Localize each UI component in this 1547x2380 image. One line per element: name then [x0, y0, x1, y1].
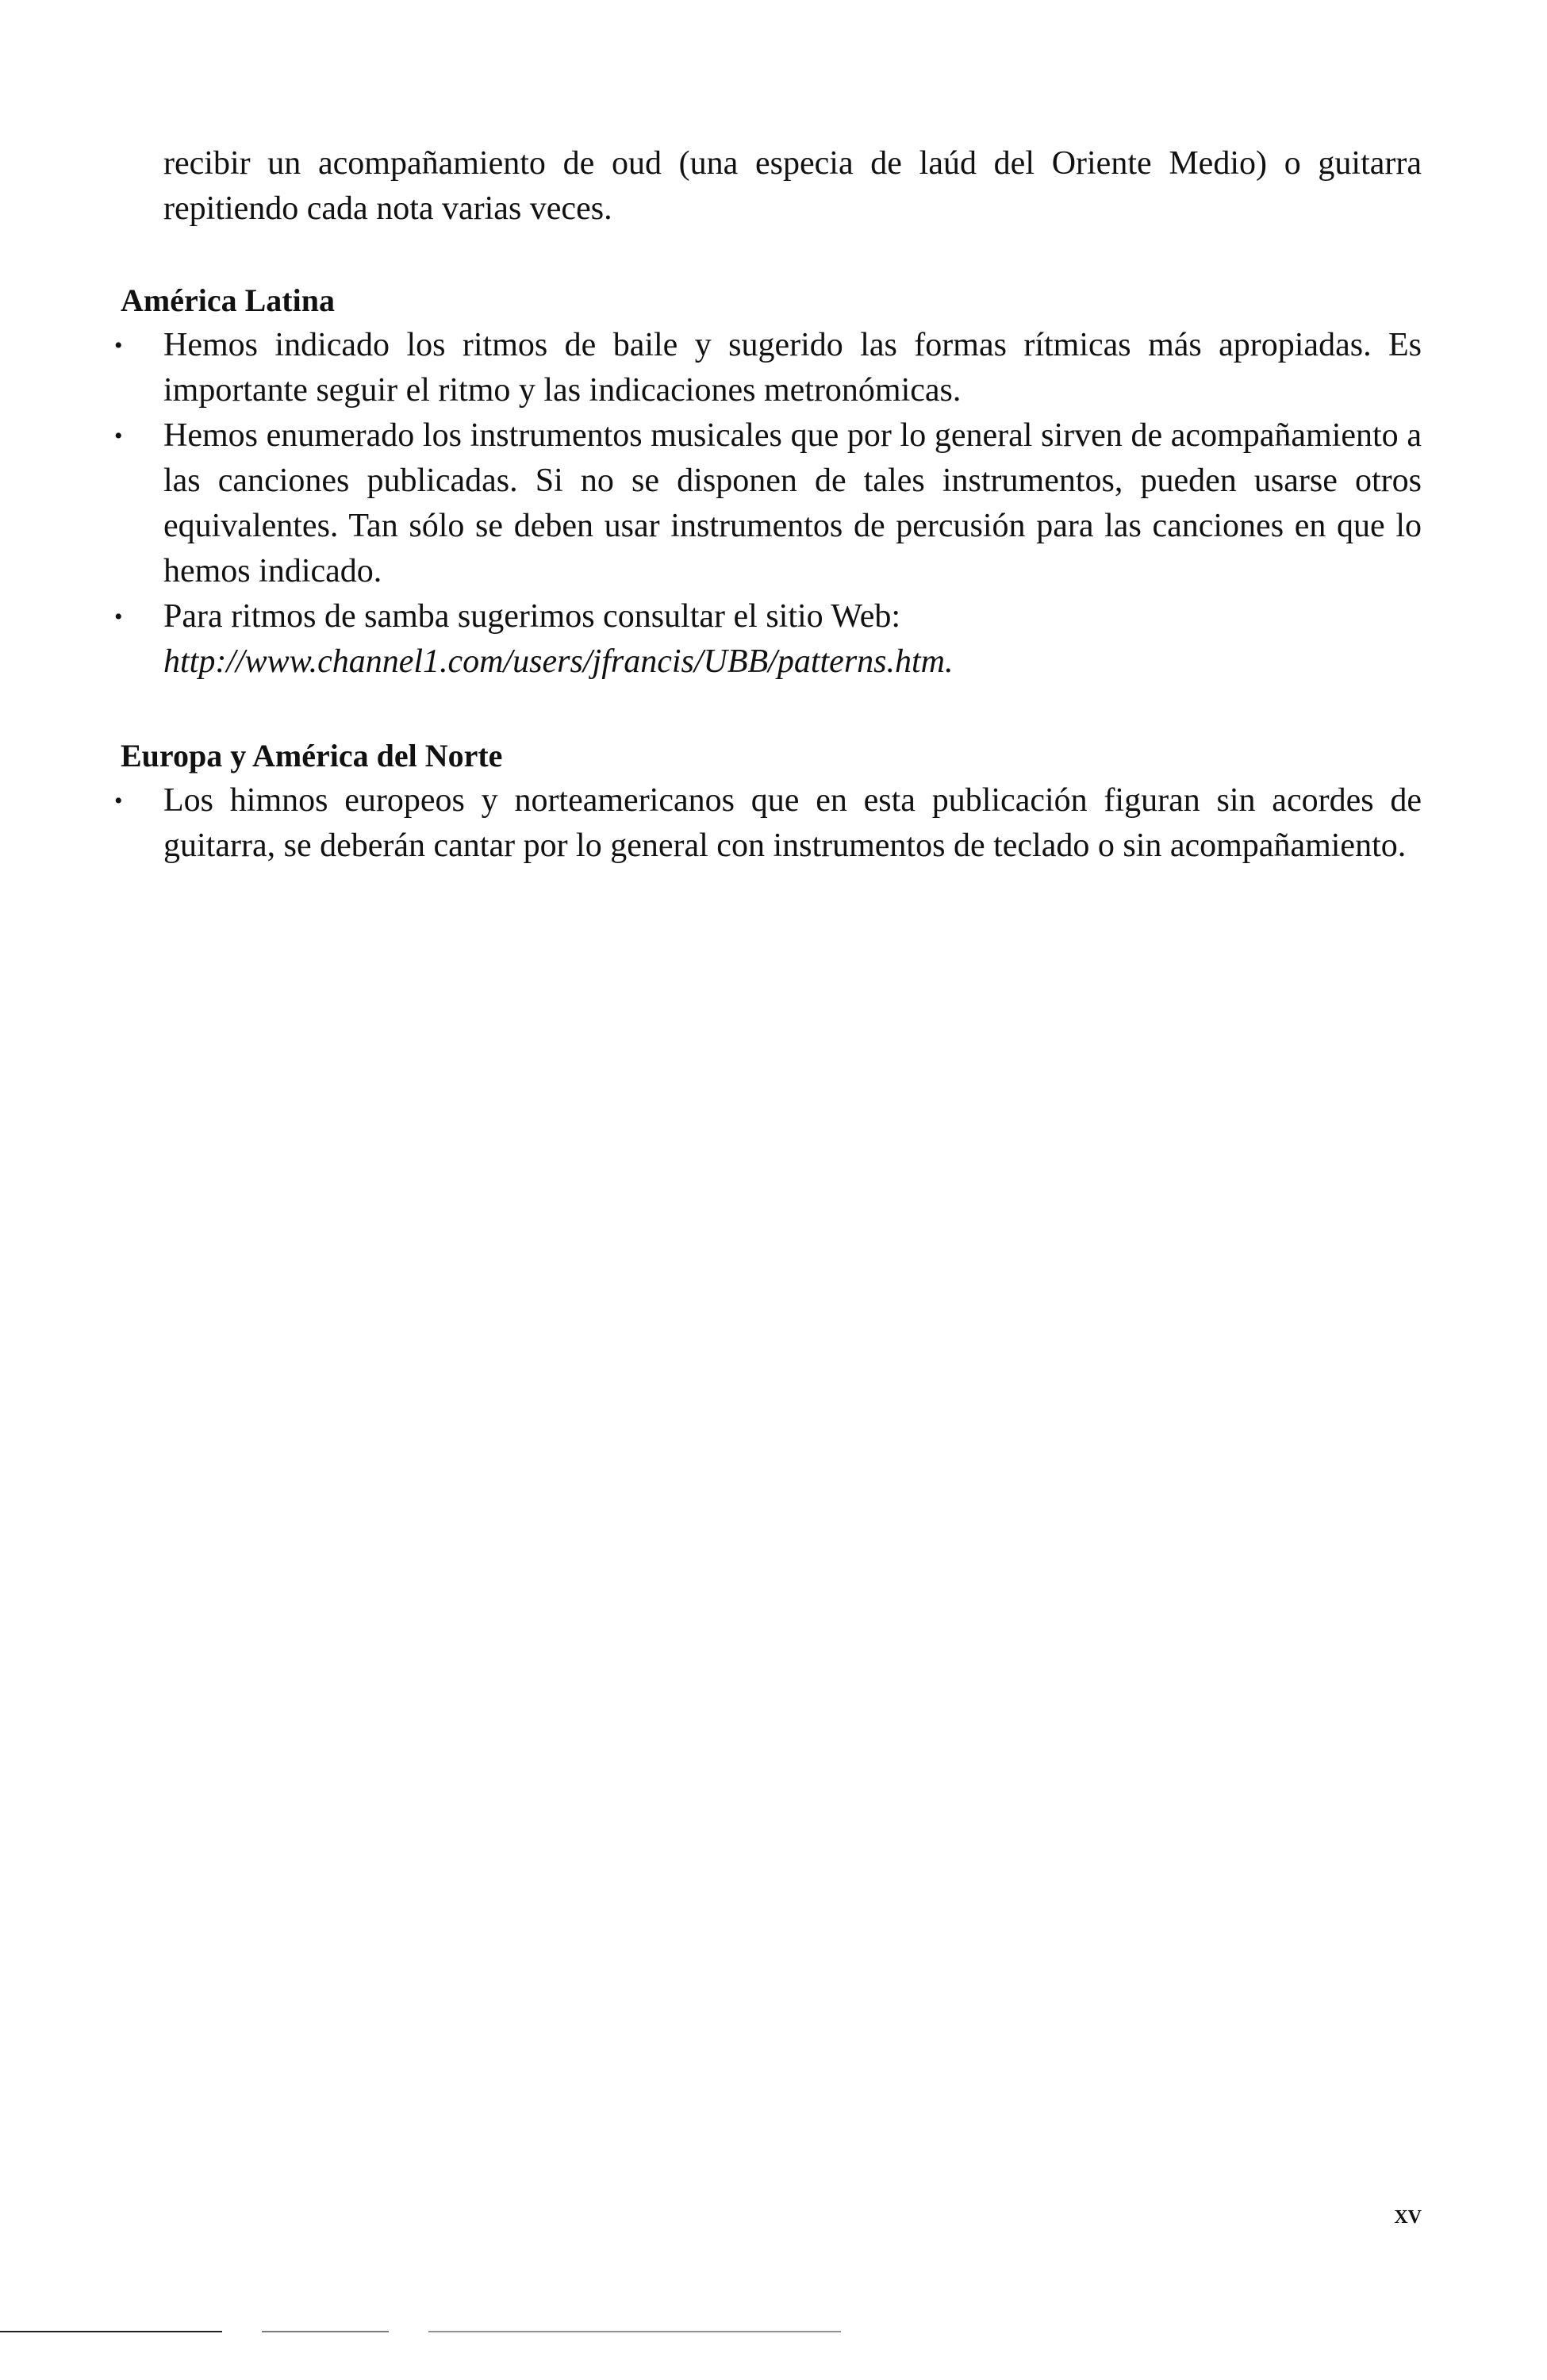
list-item	[163, 413, 1422, 594]
intro-paragraph: recibir un acompañamiento de oud (una especia de laúd del Oriente Medio) o guitarra repitiendo cada nota varias veces.	[163, 145, 1422, 227]
samba-url-link[interactable]: http://www.channel1.com/users/jfrancis/UBB/patterns.htm.	[163, 643, 954, 680]
page-number: xv	[1394, 2200, 1422, 2229]
list-item	[163, 778, 1422, 869]
list-item-text: Hemos indicado los ritmos de baile y sugerido las formas rítmicas más apropiadas. Es importante seguir el ritmo y las indicaciones metronómicas.	[163, 327, 1422, 409]
scan-edge-line	[262, 2331, 389, 2332]
section-heading-europe-north-america: Europa y América del Norte	[121, 738, 503, 774]
europe-north-america-list	[163, 778, 1422, 869]
list-item-text: Para ritmos de samba sugerimos consultar el sitio Web:	[163, 598, 901, 635]
list-item-text: Los himnos europeos y norteamericanos que en esta publicación figuran sin acordes de guitarra, se deberán cantar por lo general con instrumentos de teclado o sin acompañamiento.	[163, 782, 1422, 864]
section-heading-latin-america: América Latina	[121, 282, 335, 318]
list-item-text: Hemos enumerado los instrumentos musicales que por lo general sirven de acompañamiento a las canciones publicadas. Si no se disponen de tales instrumentos, pueden usarse otros equivalentes. Tan sólo se deben usar instrumentos de percusión para las canciones en que lo hemos indicado.	[163, 417, 1422, 589]
latin-america-list	[163, 323, 1422, 685]
scan-edge-line	[428, 2331, 841, 2332]
scan-edge-line	[0, 2331, 222, 2332]
list-item	[163, 594, 1422, 685]
list-item	[163, 323, 1422, 413]
